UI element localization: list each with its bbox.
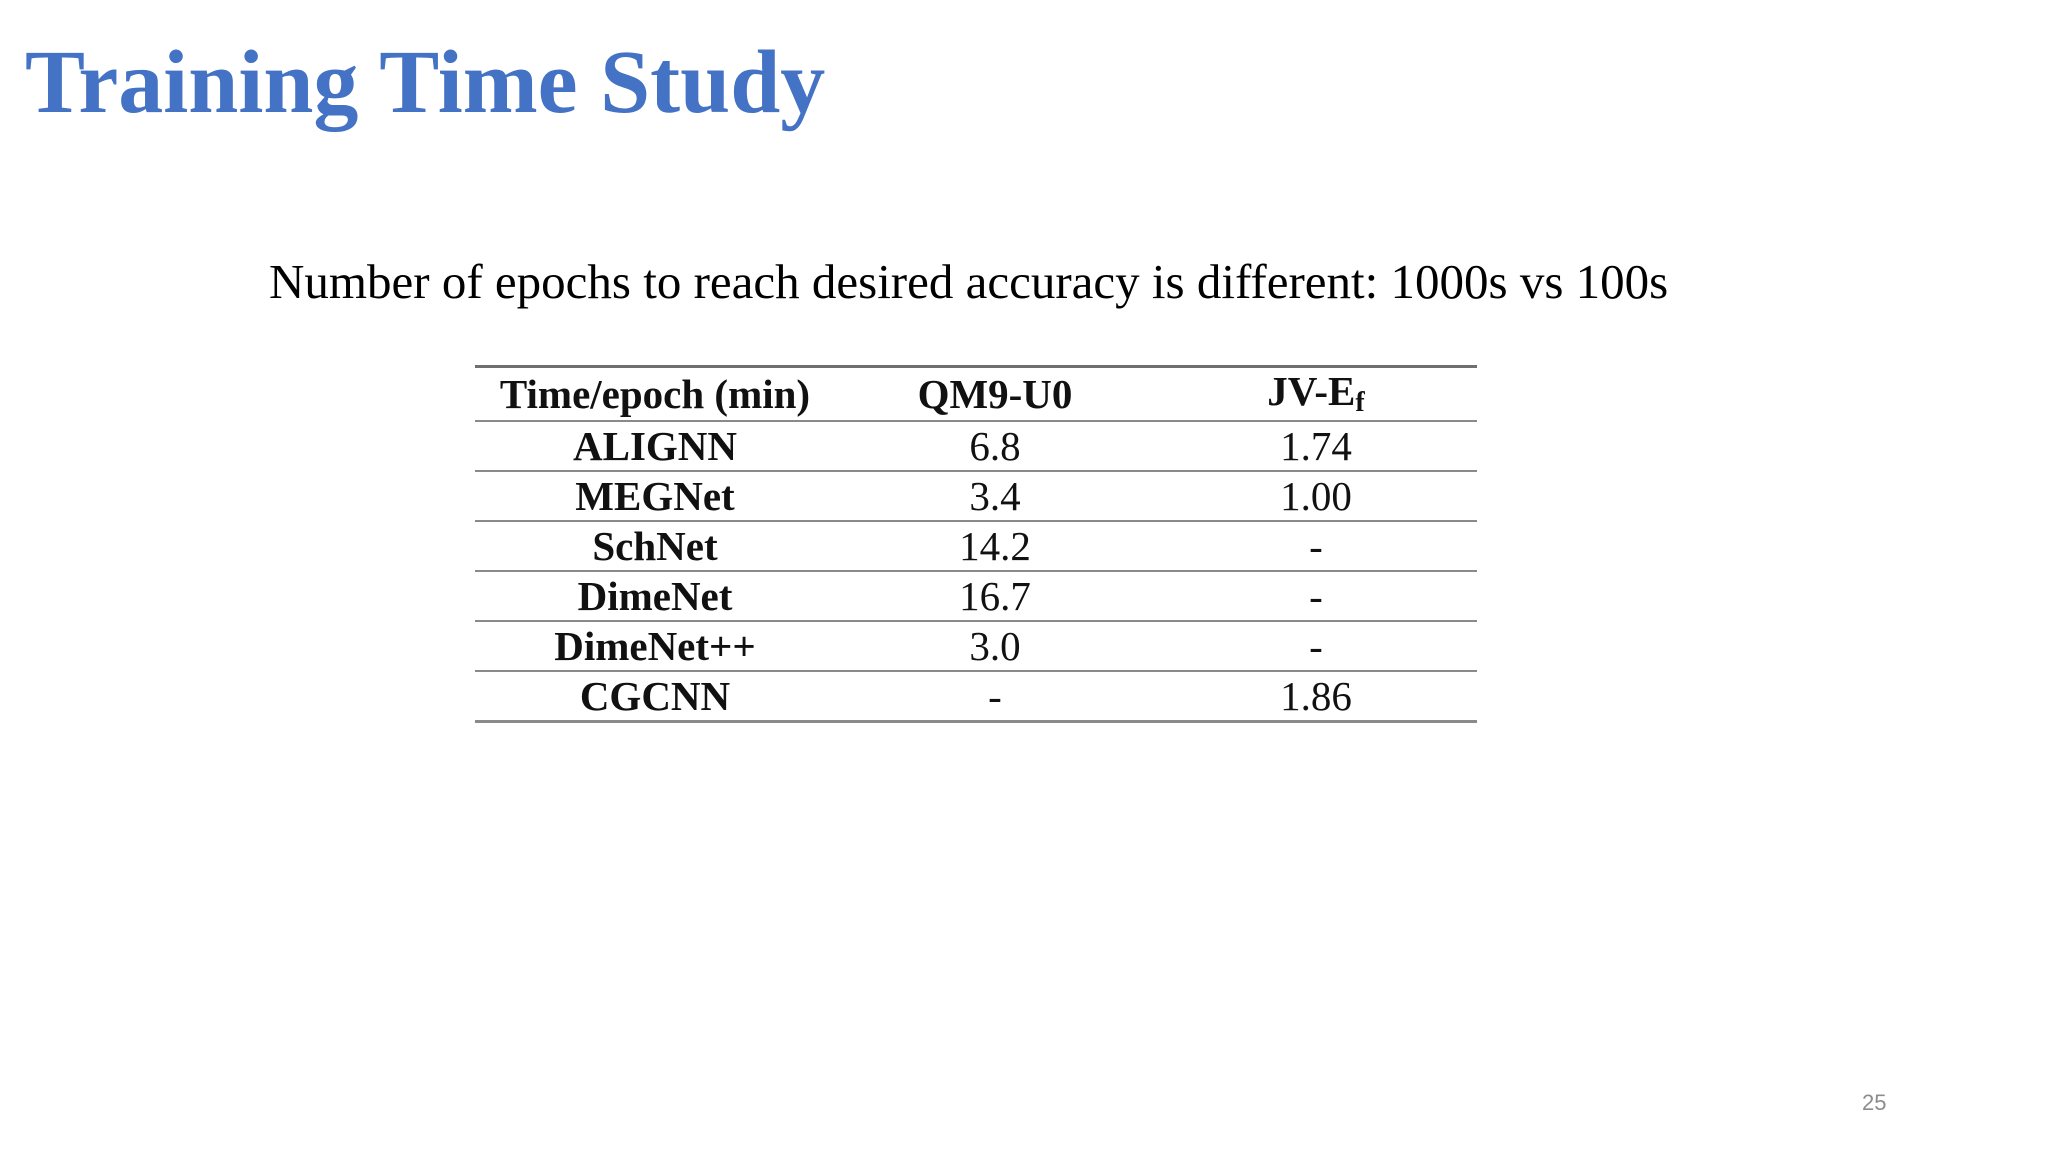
jv-value-cell: - (1155, 571, 1477, 621)
header-time-per-epoch: Time/epoch (min) (475, 367, 835, 422)
table-row (475, 421, 1477, 471)
page-number: 25 (1862, 1090, 1887, 1115)
qm9-value-cell: 3.4 (835, 471, 1155, 521)
table-row (475, 571, 1477, 621)
qm9-value-cell: 16.7 (835, 571, 1155, 621)
model-name-cell: SchNet (475, 521, 835, 571)
jv-value-cell: - (1155, 521, 1477, 571)
table-row (475, 521, 1477, 571)
table-row (475, 621, 1477, 671)
header-qm9-u0: QM9-U0 (835, 367, 1155, 422)
model-name-cell: DimeNet++ (475, 621, 835, 671)
model-name-cell: ALIGNN (475, 421, 835, 471)
jv-value-cell: 1.00 (1155, 471, 1477, 521)
qm9-value-cell: - (835, 671, 1155, 722)
qm9-value-cell: 6.8 (835, 421, 1155, 471)
model-name-cell: CGCNN (475, 671, 835, 722)
header-jv-ef-subscript: f (1355, 387, 1365, 418)
training-time-table (475, 365, 1477, 723)
jv-value-cell: 1.86 (1155, 671, 1477, 722)
table-row (475, 671, 1477, 722)
jv-value-cell: 1.74 (1155, 421, 1477, 471)
header-jv-ef-main: JV-E (1267, 368, 1356, 414)
qm9-value-cell: 3.0 (835, 621, 1155, 671)
slide-title: Training Time Study (25, 33, 826, 132)
header-jv-ef (1155, 367, 1477, 422)
model-name-cell: MEGNet (475, 471, 835, 521)
jv-value-cell: - (1155, 621, 1477, 671)
table-row (475, 471, 1477, 521)
table-header-row (475, 367, 1477, 422)
qm9-value-cell: 14.2 (835, 521, 1155, 571)
model-name-cell: DimeNet (475, 571, 835, 621)
slide-subtitle: Number of epochs to reach desired accuracy is different: 1000s vs 100s (269, 254, 1669, 309)
